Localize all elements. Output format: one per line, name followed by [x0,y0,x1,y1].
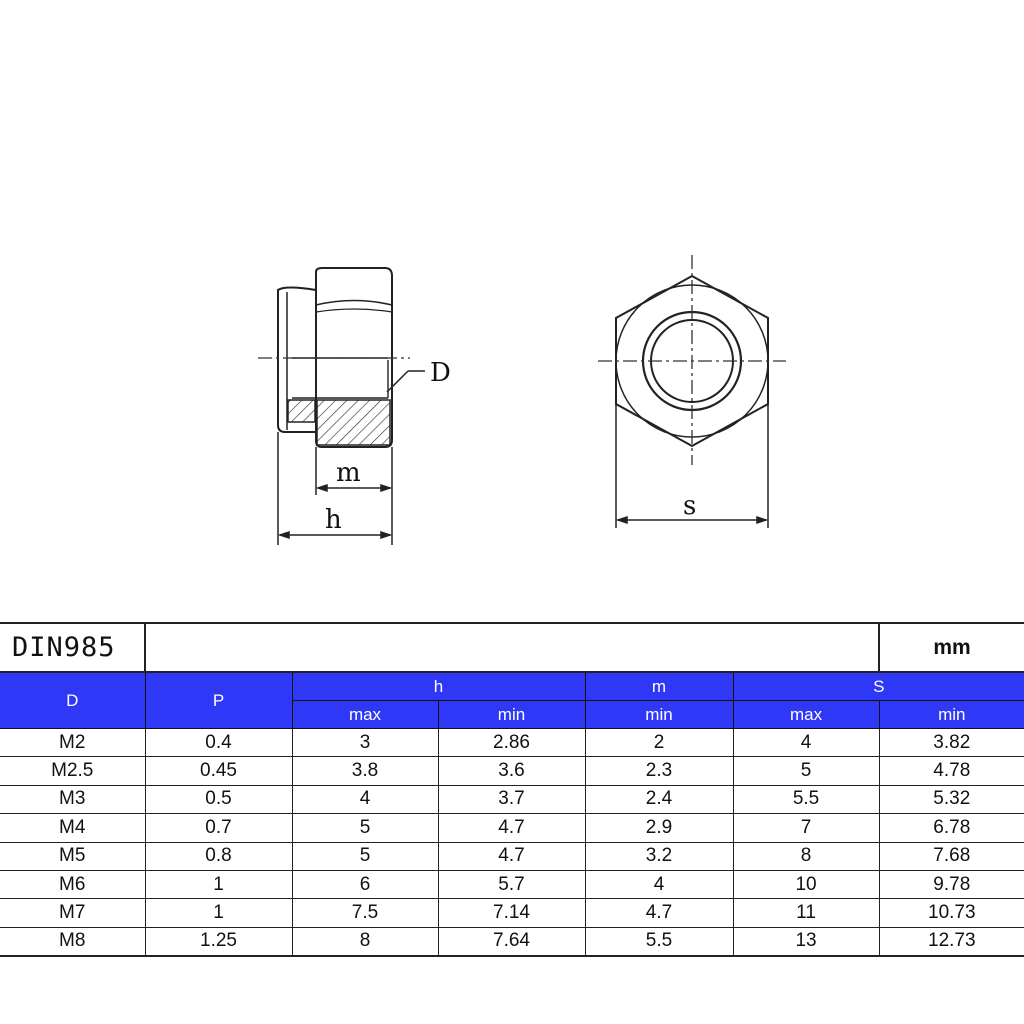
cell-s-max: 5 [733,757,879,785]
table-title: DIN985 [0,623,145,672]
cell-h-min: 3.7 [438,785,585,813]
cell-s-max: 8 [733,842,879,870]
cell-p: 1 [145,870,292,898]
cell-s-min: 12.73 [879,927,1024,956]
cell-p: 0.7 [145,814,292,842]
cell-h-max: 5 [292,842,438,870]
table-title-row [0,623,1024,672]
cell-s-max: 11 [733,899,879,927]
cell-s-min: 9.78 [879,870,1024,898]
cell-m-min: 4 [585,870,733,898]
cell-p: 1.25 [145,927,292,956]
cell-h-max: 3 [292,729,438,757]
header-d: D [0,672,145,729]
cell-m-min: 2.3 [585,757,733,785]
table-body [0,729,1024,957]
insert-section-hatch [317,400,390,445]
cell-m-min: 2.9 [585,814,733,842]
header-s-max: max [733,701,879,729]
cell-d: M5 [0,842,145,870]
cell-s-max: 5.5 [733,785,879,813]
title-spacer [145,623,879,672]
header-s-min: min [879,701,1024,729]
cell-p: 0.45 [145,757,292,785]
din985-dimension-table [0,622,1024,957]
d-label: D [430,358,451,388]
collar-section-hatch [288,400,315,422]
header-h: h [292,672,585,701]
cell-s-min: 6.78 [879,814,1024,842]
cell-p: 0.8 [145,842,292,870]
cell-m-min: 3.2 [585,842,733,870]
cell-h-min: 3.6 [438,757,585,785]
s-label: s [683,491,697,521]
cell-h-min: 7.64 [438,927,585,956]
table-row [0,757,1024,785]
cell-d: M2.5 [0,757,145,785]
cell-s-max: 10 [733,870,879,898]
cell-s-min: 3.82 [879,729,1024,757]
front-centerlines [598,255,786,465]
cell-h-min: 7.14 [438,899,585,927]
table-row [0,927,1024,956]
header-p: P [145,672,292,729]
table-row [0,899,1024,927]
cell-m-min: 2.4 [585,785,733,813]
cell-m-min: 5.5 [585,927,733,956]
table-row [0,729,1024,757]
cell-p: 1 [145,899,292,927]
cell-h-max: 8 [292,927,438,956]
cell-d: M7 [0,899,145,927]
header-h-max: max [292,701,438,729]
cell-s-min: 4.78 [879,757,1024,785]
table-row [0,842,1024,870]
cell-h-max: 4 [292,785,438,813]
header-h-min: min [438,701,585,729]
cell-h-min: 4.7 [438,842,585,870]
cell-d: M4 [0,814,145,842]
cell-p: 0.5 [145,785,292,813]
h-label: h [325,505,342,535]
cell-s-max: 4 [733,729,879,757]
cell-h-min: 5.7 [438,870,585,898]
cell-h-min: 4.7 [438,814,585,842]
cell-h-max: 5 [292,814,438,842]
cell-s-max: 13 [733,927,879,956]
unit-label: mm [879,623,1024,672]
table-row [0,870,1024,898]
header-m: m [585,672,733,701]
cell-m-min: 2 [585,729,733,757]
cell-d: M6 [0,870,145,898]
cell-h-max: 6 [292,870,438,898]
header-m-min: min [585,701,733,729]
cell-d: M3 [0,785,145,813]
cell-h-max: 7.5 [292,899,438,927]
cell-p: 0.4 [145,729,292,757]
table-row [0,785,1024,813]
cell-m-min: 4.7 [585,899,733,927]
cell-d: M8 [0,927,145,956]
header-row-top [0,672,1024,701]
m-label: m [336,458,361,488]
cell-h-min: 2.86 [438,729,585,757]
cell-s-min: 7.68 [879,842,1024,870]
header-s: S [733,672,1024,701]
cell-s-max: 7 [733,814,879,842]
cell-h-max: 3.8 [292,757,438,785]
d-leader-line [387,371,408,392]
cell-d: M2 [0,729,145,757]
table-row [0,814,1024,842]
cell-s-min: 5.32 [879,785,1024,813]
cell-s-min: 10.73 [879,899,1024,927]
